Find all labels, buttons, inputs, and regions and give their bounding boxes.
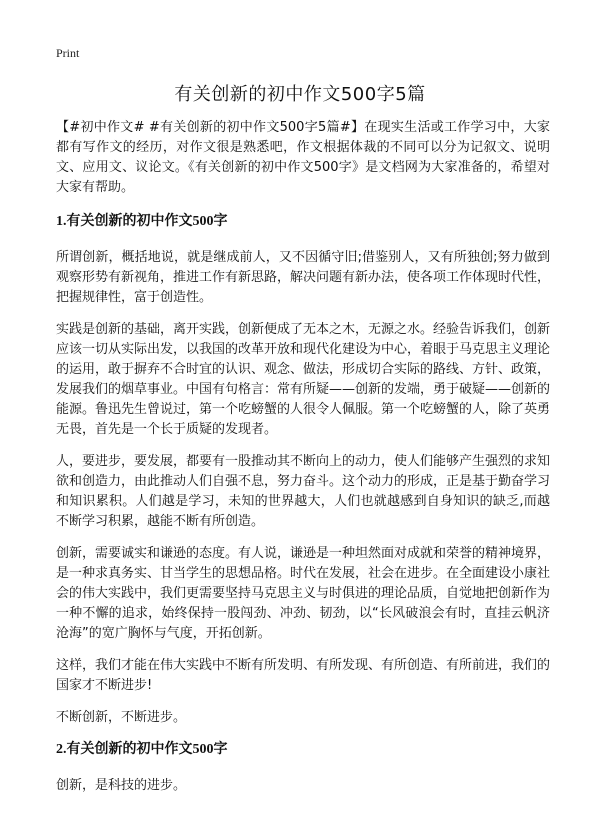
article-body [56, 118, 550, 808]
section-1-paragraph-5: 这样，我们才能在伟大实践中不断有所发明、有所发现、有所创造、有所前进，我们的国家才不断进步! [56, 658, 551, 693]
intro-paragraph: 【#初中作文# #有关创新的初中作文500字5篇#】在现实生活或工作学习中，大家都有写作文的经历，对作文很是熟悉吧，作文根据体裁的不同可以分为记叙文、说明文、应用文、议论文。《有关创新的初中作文500字》是文档网为大家准备的，希望对大家有帮助。 [56, 120, 550, 195]
section-1-heading: 1.有关创新的初中作文500字 [56, 214, 228, 229]
section-1-paragraph-6: 不断创新，不断进步。 [56, 710, 187, 725]
section-1-paragraph-4: 创新，需要诚实和谦逊的态度。有人说，谦逊是一种坦然面对成就和荣誉的精神境界，是一种求真务实、甘当学生的思想品格。时代在发展，社会在进步。在全面建设小康社会的伟大实践中，我们更需要坚持马克思主义与时俱进的理论品质，自觉地把创新作为一种不懈的追求，始终保持一股闯劲、冲劲、韧劲，以“长风破浪会有时，直挂云帆济沧海”的宽广胸怀与气度，开拓创新。 [56, 546, 551, 641]
page-title: 有关创新的初中作文500字5篇 [174, 84, 426, 105]
section-1-paragraph-1: 所谓创新，概括地说，就是继成前人，又不因循守旧;借鉴别人，又有所独创;努力做到观察形势有新视角，推进工作有新思路，解决问题有新办法，使各项工作体现时代性，把握规律性，富于创造性。 [56, 250, 551, 305]
section-2-heading: 2.有关创新的初中作文500字 [56, 742, 228, 757]
print-link[interactable]: Print [56, 46, 80, 60]
section-2-paragraph-1: 创新，是科技的进步。 [56, 778, 187, 793]
section-1-paragraph-3: 人，要进步，要发展，都要有一股推动其不断向上的动力，使人们能够产生强烈的求知欲和创造力，由此推动人们自强不息，努力奋斗。这个动力的形成，正是基于勤奋学习和知识累积。人们越是学习，未知的世界越大，人们也就越感到自身知识的缺乏,而越不断学习积累，越能不断有所创造。 [56, 454, 551, 529]
section-1-paragraph-2: 实践是创新的基础，离开实践，创新便成了无本之木，无源之水。经验告诉我们，创新应该一切从实际出发，以我国的改革开放和现代化建设为中心，着眼于马克思主义理论的运用，敢于摒弃不合时宜的认识、观念、做法，形成切合实际的路线、方针、政策，发展我们的烟草事业。中国有句格言：常有所疑——创新的发端，勇于破疑——创新的能源。鲁迅先生曾说过，第一个吃螃蟹的人很令人佩服。第一个吃螃蟹的人，除了英勇无畏，首先是一个长于质疑的发现者。 [56, 322, 551, 437]
